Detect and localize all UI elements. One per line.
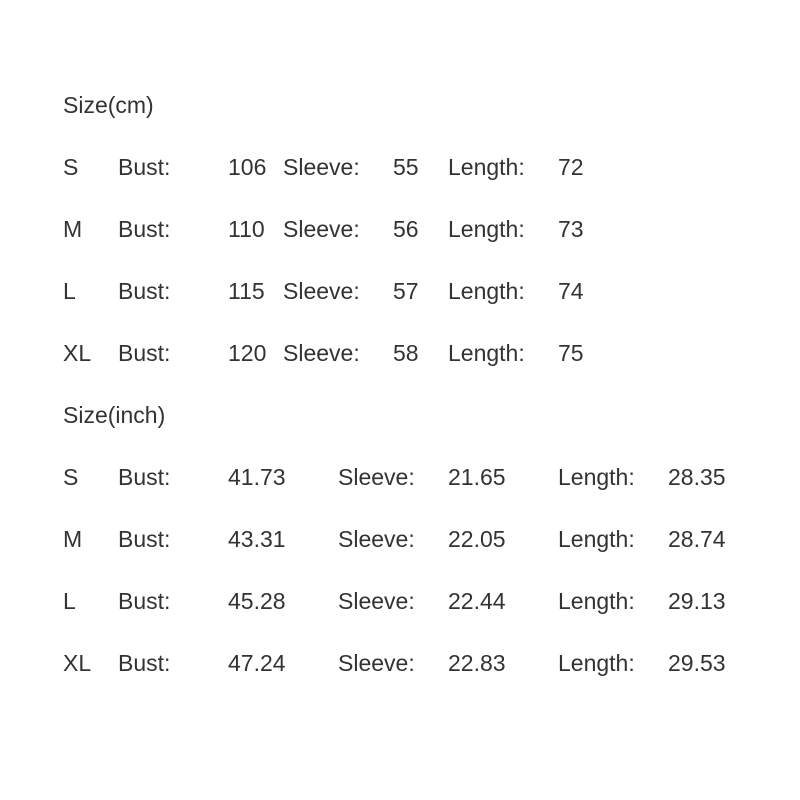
- inch-row-m-sleeve-value: 22.05: [448, 526, 506, 552]
- cm-row-m-size: M: [63, 216, 83, 242]
- inch-row-xl-sleeve-value: 22.83: [448, 650, 506, 676]
- cm-section-heading: Size(cm): [63, 92, 154, 118]
- inch-row-xl-bust-label: Bust:: [118, 650, 171, 676]
- cm-row-xl-sleeve-label: Sleeve:: [283, 340, 360, 366]
- inch-row-xl-length-label: Length:: [558, 650, 635, 676]
- cm-row-m-sleeve-value: 56: [393, 216, 419, 242]
- inch-row-s-sleeve-value: 21.65: [448, 464, 506, 490]
- inch-row-m-bust-value: 43.31: [228, 526, 286, 552]
- cm-row-s-size: S: [63, 154, 79, 180]
- inch-row-m-sleeve-label: Sleeve:: [338, 526, 415, 552]
- cm-row-s-length-label: Length:: [448, 154, 525, 180]
- cm-row-l-sleeve-label: Sleeve:: [283, 278, 360, 304]
- inch-row-l-size: L: [63, 588, 76, 614]
- cm-row-xl-length-label: Length:: [448, 340, 525, 366]
- inch-row-xl-length-value: 29.53: [668, 650, 726, 676]
- inch-row-l-bust-value: 45.28: [228, 588, 286, 614]
- inch-section-heading: Size(inch): [63, 402, 166, 428]
- inch-row-l-sleeve-value: 22.44: [448, 588, 506, 614]
- inch-row-m-length-label: Length:: [558, 526, 635, 552]
- inch-row-s-sleeve-label: Sleeve:: [338, 464, 415, 490]
- cm-row-m-bust-value: 110: [228, 216, 265, 242]
- cm-row-l-length-value: 74: [558, 278, 584, 304]
- inch-row-s-size: S: [63, 464, 79, 490]
- cm-row-xl-sleeve-value: 58: [393, 340, 419, 366]
- cm-row-l-length-label: Length:: [448, 278, 525, 304]
- inch-row-l-length-label: Length:: [558, 588, 635, 614]
- inch-row-s-bust-value: 41.73: [228, 464, 286, 490]
- inch-row-xl-bust-value: 47.24: [228, 650, 286, 676]
- cm-row-s-sleeve-value: 55: [393, 154, 419, 180]
- cm-row-xl-bust-value: 120: [228, 340, 267, 366]
- cm-row-m-bust-label: Bust:: [118, 216, 171, 242]
- cm-row-l-bust-value: 115: [228, 278, 265, 304]
- cm-row-m-sleeve-label: Sleeve:: [283, 216, 360, 242]
- cm-row-xl-length-value: 75: [558, 340, 584, 366]
- inch-row-m-size: M: [63, 526, 83, 552]
- inch-row-l-length-value: 29.13: [668, 588, 726, 614]
- cm-row-l-size: L: [63, 278, 76, 304]
- cm-row-xl-size: XL: [63, 340, 92, 366]
- inch-row-s-length-value: 28.35: [668, 464, 726, 490]
- cm-row-l-bust-label: Bust:: [118, 278, 171, 304]
- cm-row-l-sleeve-value: 57: [393, 278, 419, 304]
- inch-row-xl-sleeve-label: Sleeve:: [338, 650, 415, 676]
- cm-row-m-length-label: Length:: [448, 216, 525, 242]
- inch-row-xl-size: XL: [63, 650, 92, 676]
- inch-row-l-sleeve-label: Sleeve:: [338, 588, 415, 614]
- cm-row-xl-bust-label: Bust:: [118, 340, 171, 366]
- inch-row-s-length-label: Length:: [558, 464, 635, 490]
- cm-row-m-length-value: 73: [558, 216, 584, 242]
- inch-row-m-length-value: 28.74: [668, 526, 726, 552]
- inch-row-s-bust-label: Bust:: [118, 464, 171, 490]
- cm-row-s-bust-value: 106: [228, 154, 267, 180]
- inch-row-l-bust-label: Bust:: [118, 588, 171, 614]
- inch-row-m-bust-label: Bust:: [118, 526, 171, 552]
- cm-row-s-bust-label: Bust:: [118, 154, 171, 180]
- cm-row-s-sleeve-label: Sleeve:: [283, 154, 360, 180]
- cm-row-s-length-value: 72: [558, 154, 584, 180]
